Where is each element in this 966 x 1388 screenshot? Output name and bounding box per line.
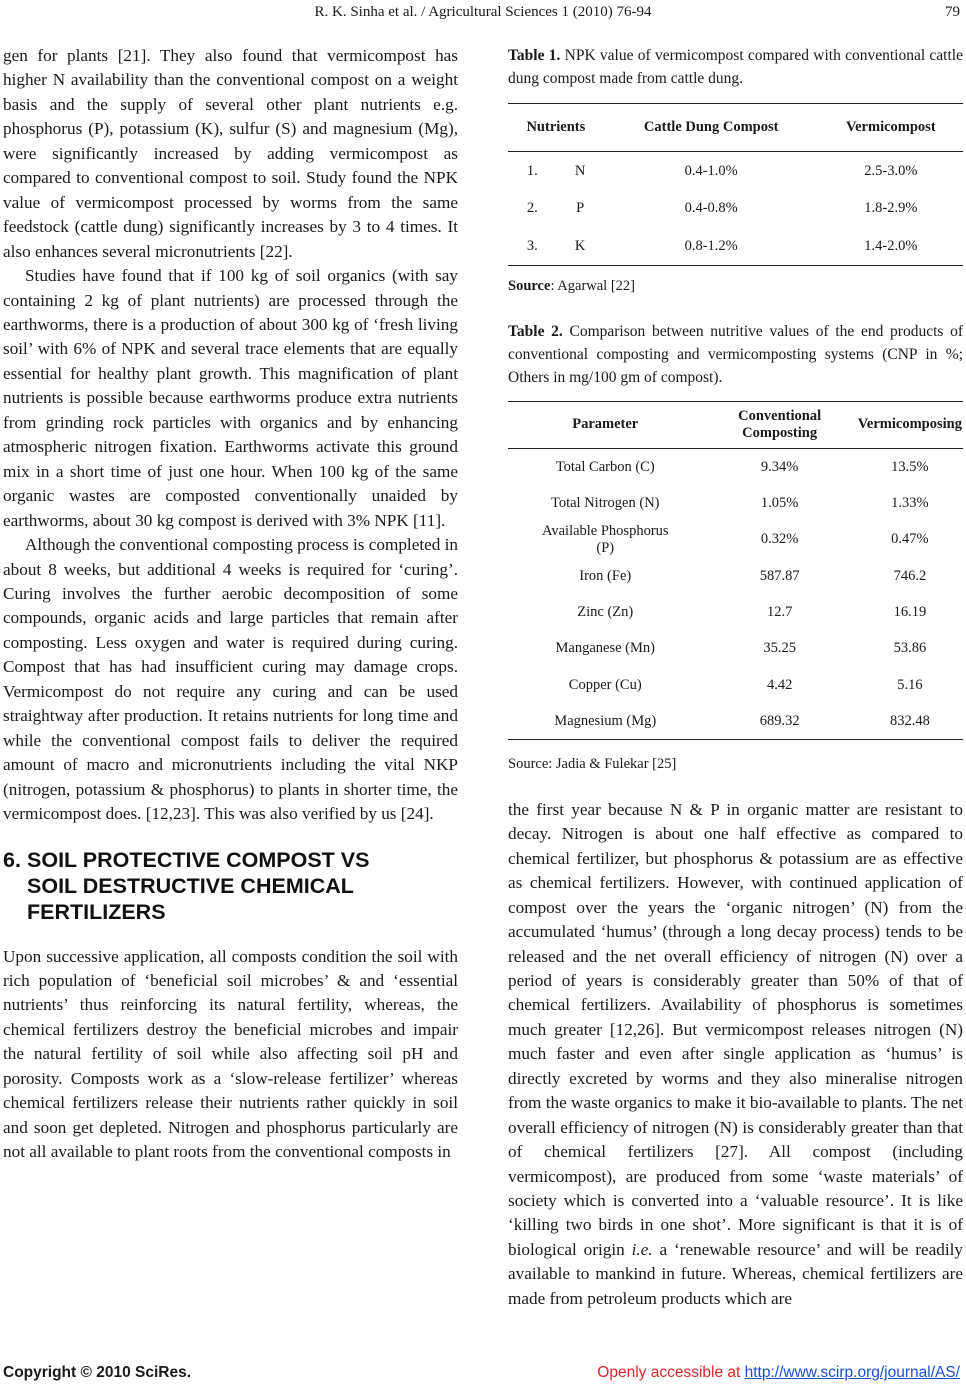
table-cell: 1.	[526, 162, 538, 179]
table-cell: 0.32%	[760, 531, 799, 548]
table-cell: Available Phosphorus (P)	[541, 523, 669, 556]
table-header-row	[508, 401, 963, 448]
table-row	[508, 227, 963, 265]
table-cell: 4.42	[766, 676, 793, 693]
table-cell: Iron (Fe)	[579, 567, 632, 584]
table-cell: 1.4-2.0%	[864, 237, 918, 254]
journal-link[interactable]: http://www.scirp.org/journal/AS/	[744, 1364, 960, 1381]
table2	[508, 401, 963, 740]
table-cell: Copper (Cu)	[568, 676, 642, 693]
access-text: Openly accessible at	[597, 1364, 745, 1381]
table-cell: 13.5%	[891, 458, 929, 475]
table-cell: 2.	[526, 200, 538, 217]
table-cell: 587.87	[759, 567, 800, 584]
paragraph: gen for plants [21]. They also found that vermicompost has higher N availability than the conventional compost on a weight basis and the supply of several other plant nutrients e.g. phosphorus (P), potassium (K), sulfur (S) and magnesium (Mg), were significantly increased by adding vermicompost as compared to conventional compost to soil. Study found the NPK value of vermicompost processed by worms from the same feedstock (cattle dung) significantly increases by 3 to 4 times. It also enhances several micronutrients [22].	[3, 46, 458, 261]
table-cell: 9.34%	[760, 458, 799, 475]
table-row	[508, 152, 963, 190]
page-footer	[0, 1362, 966, 1388]
column-header: Vermicomposing	[857, 416, 962, 433]
open-access-notice	[597, 1364, 960, 1382]
table-cell: 3.	[526, 237, 538, 254]
section-heading	[3, 847, 458, 925]
table-row	[508, 558, 963, 594]
table-cell: 689.32	[759, 712, 800, 729]
column-header: Conventional Composting	[738, 407, 822, 441]
table-cell: 16.19	[893, 604, 927, 621]
table-cell: 746.2	[893, 567, 927, 584]
section-number: 6.	[3, 847, 21, 872]
paragraph	[508, 798, 963, 1312]
source-text: : Agarwal [22]	[550, 277, 635, 294]
paragraph: Studies have found that if 100 kg of soil organics (with say containing 2 kg of plant nutrients) are processed through the earthworms, there is a production of about 300 kg of ‘fresh living soil’ with 6% of NPK and several trace elements that are equally essential for healthy plant growth. This magnification of plant nutrients is possible because earthworms produce extra nutrients from grinding rock particles with organics and by enhancing atmospheric nitrogen fixation. Earthworms activate this ground mix in a short time of just one hour. When 100 kg of the same organic wastes are composted conventionally unaided by earthworms, about 30 kg compost is derived with 3% NPK [11].	[3, 266, 458, 530]
heading-line: SOIL DESTRUCTIVE CHEMICAL	[27, 873, 354, 898]
table-row	[508, 594, 963, 630]
right-column	[508, 44, 963, 1311]
table-cell: Manganese (Mn)	[555, 640, 655, 657]
column-header: Parameter	[572, 416, 639, 433]
table-cell: 0.47%	[891, 531, 929, 548]
heading-line: FERTILIZERS	[27, 899, 166, 924]
table-cell: N	[574, 162, 586, 179]
column-header: Nutrients	[526, 119, 586, 135]
table1-caption-text: NPK value of vermicompost compared with conventional cattle dung compost made from cattle dung.	[508, 47, 963, 87]
table-cell: 1.8-2.9%	[864, 200, 918, 217]
table-header-row	[508, 104, 963, 152]
table-cell: 12.7	[766, 604, 793, 621]
page-header	[0, 2, 966, 26]
table1	[508, 103, 963, 266]
table-cell: Total Carbon (C)	[555, 458, 655, 475]
table-cell: 0.4-1.0%	[684, 162, 738, 179]
column-header: Cattle Dung Compost	[643, 119, 779, 135]
paragraph-text: the first year because N & P in organic matter are resistant to decay. Nitrogen is about one half effective as compared to chemical fertilizer, but phosphorus & potassium are as effective as chemical fertilizers. However, with continued application of compost over the years the ‘organic nitrogen’ (N) from the accumulated ‘humus’ (through a long decay process) tends to be released and the net overall efficiency of nitrogen (N) over a period of years is considerably greater than 50% of that of chemical fertilizers. Availability of phosphorus is sometimes much greater [12,26]. But vermicompost releases nitrogen (N) much faster and even after single application as ‘humus’ is directly excreted by worms and they also mineralise nitrogen from the waste organics to make it bio-available to plants. The net overall efficiency of nitrogen (N) is considerably greater than that of chemical fertilizers [27]. All compost (including vermicompost), are produced from some ‘waste materials’ of society which is converted into a ‘valuable resource’. It is like ‘killing two birds in one shot’. More significant is that it is of biological origin	[508, 799, 963, 1259]
table-cell: Total Nitrogen (N)	[550, 495, 660, 512]
table2-caption	[508, 320, 963, 389]
copyright: Copyright © 2010 SciRes.	[3, 1364, 192, 1381]
table-row	[508, 667, 963, 703]
table1-caption	[508, 44, 963, 90]
paragraph: Upon successive application, all composts condition the soil with rich population of ‘beneficial soil microbes’ & and ‘essential nutrients’ thus reinforcing its natural fertility, whereas, the chemical fertilizers destroy the beneficial microbes and impair the natural fertility of soil while also affecting soil pH and porosity. Composts work as a ‘slow-release fertilizer’ whereas chemical fertilizers release their nutrients rather quickly in soil and soon get depleted. Nitrogen and phosphorus particularly are not all available to plant roots from the conventional composts in	[3, 946, 458, 1162]
table-cell: 1.05%	[760, 495, 799, 512]
table-cell: Zinc (Zn)	[577, 604, 634, 621]
table1-source	[508, 274, 963, 298]
source-label: Source	[508, 277, 551, 294]
running-head: R. K. Sinha et al. / Agricultural Sciences 1 (2010) 76-94	[314, 4, 652, 20]
column-header: Vermicompost	[845, 119, 936, 135]
table-cell: 832.48	[889, 712, 930, 729]
table-cell: P	[576, 200, 585, 217]
table2-source: Source: Jadia & Fulekar [25]	[508, 756, 677, 773]
table-row	[508, 522, 963, 558]
table-row	[508, 190, 963, 228]
table-cell: 0.4-0.8%	[684, 200, 738, 217]
table-cell: Magnesium (Mg)	[554, 712, 657, 729]
page-number: 79	[945, 4, 960, 20]
heading-line: SOIL PROTECTIVE COMPOST VS	[27, 847, 370, 872]
table-row	[508, 448, 963, 485]
table-cell: 5.16	[897, 676, 923, 693]
table-row	[508, 703, 963, 740]
table-cell: 2.5-3.0%	[864, 162, 918, 179]
paragraph-text: a ‘renewable resource’ and will be readily available to mankind in future. Whereas, chemical fertilizers are made from petroleum products which are	[508, 1239, 963, 1308]
table-row	[508, 485, 963, 521]
table-cell: 1.33%	[891, 495, 929, 512]
table-cell: K	[574, 237, 586, 254]
table1-label: Table 1.	[508, 47, 561, 64]
paragraph: Although the conventional composting process is completed in about 8 weeks, but additional 4 weeks is required for ‘curing’. Curing involves the further aerobic decomposition of some compounds, organic acids and large particles that remain after composting. Less oxygen and water is required during curing. Compost that has had insufficient curing may damage crops. Vermicompost do not require any curing and can be used straightway after production. It retains nutrients for long time and while the conventional compost fails to deliver the required amount of macro and micronutrients including the vital NKP (nitrogen, potassium & phosphorus) to plants in shorter time, the vermicompost does. [12,23]. This was also verified by us [24].	[3, 535, 458, 824]
table-row	[508, 630, 963, 666]
table-cell: 0.8-1.2%	[684, 237, 738, 254]
table-cell: 35.25	[763, 640, 796, 657]
table2-caption-text: Comparison between nutritive values of the end products of conventional composting and vermicomposting systems (CNP in %; Others in mg/100 gm of compost).	[508, 322, 964, 386]
table2-label: Table 2.	[508, 322, 563, 340]
left-column	[3, 44, 458, 1165]
ie-abbrev: i.e.	[631, 1239, 653, 1259]
table-cell: 53.86	[893, 640, 927, 657]
